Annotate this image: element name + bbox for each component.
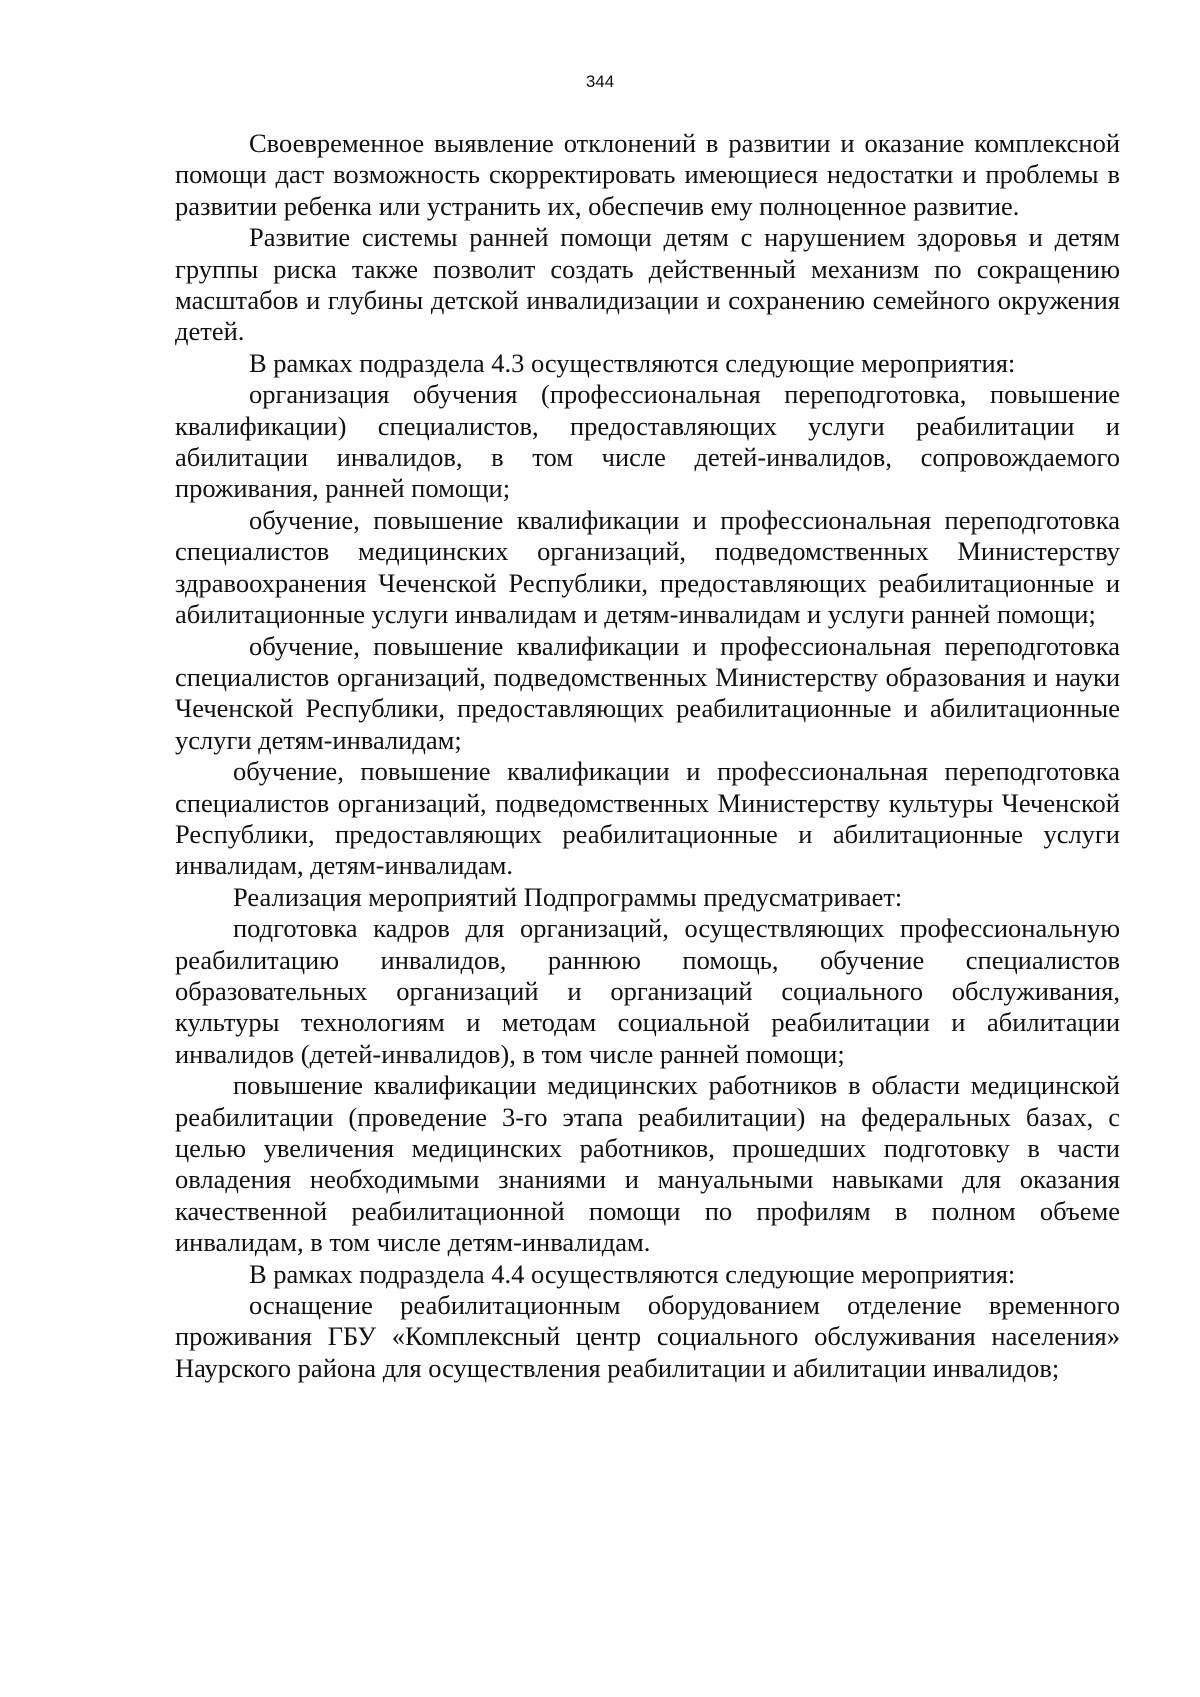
page-number: 344 xyxy=(585,72,615,91)
paragraph-early-detection: Своевременное выявление отклонений в развитии и оказание комплексной помощи даст возможность скорректировать имеющиеся недостатки и проблемы в развитии ребенка или устранить их, обеспечив ему полноценное развитие. xyxy=(175,128,1120,221)
paragraph-subsection-4-4-intro: В рамках подраздела 4.4 осуществляются следующие мероприятия: xyxy=(249,1258,1016,1289)
list-item-training-culture: обучение, повышение квалификации и профессиональная переподготовка специалистов организаций, подведомственных Министерству культуры Чеченской Республики, предоставляющих реабилитационные и абилитационные услуги инвалидам, детям-инвалидам. xyxy=(175,756,1120,881)
list-item-training-education: обучение, повышение квалификации и профессиональная переподготовка специалистов организаций, подведомственных Министерству образования и науки Чеченской Республики, предоставляющих реабилитационные и абилитационные услуги детям-инвалидам; xyxy=(175,630,1120,755)
list-item-medical-qualification: повышение квалификации медицинских работников в области медицинской реабилитации (проведение 3-го этапа реабилитации) на федеральных базах, с целью увеличения медицинских работников, прошедших подготовку в части овладения необходимыми знаниями и мануальными навыками для оказания качественной реабилитационной помощи по профилям в полном объеме инвалидам, в том числе детям-инвалидам. xyxy=(175,1070,1120,1258)
list-item-training-medical: обучение, повышение квалификации и профессиональная переподготовка специалистов медицинских организаций, подведомственных Министерству здравоохранения Чеченской Республики, предоставляющих реабилитационные и абилитационные услуги инвалидам и детям-инвалидам и услуги ранней помощи; xyxy=(175,504,1120,630)
list-item-training-organization: организация обучения (профессиональная переподготовка, повышение квалификации) специалистов, предоставляющих услуги реабилитации и абилитации инвалидов, в том числе детей-инвалидов, сопровождаемого проживания, ранней помощи; xyxy=(175,379,1120,504)
paragraph-early-help-system: Развитие системы ранней помощи детям с нарушением здоровья и детям группы риска также позволит создать действенный механизм по сокращению масштабов и глубины детской инвалидизации и сохранению семейного окружения детей. xyxy=(175,222,1120,347)
list-item-equipment: оснащение реабилитационным оборудованием отделение временного проживания ГБУ «Комплексный центр социального обслуживания населения» Наурского района для осуществления реабилитации и абилитации инвалидов; xyxy=(175,1290,1120,1383)
list-item-staff-preparation: подготовка кадров для организаций, осуществляющих профессиональную реабилитацию инвалидов, раннюю помощь, обучение специалистов образовательных организаций и организаций социального обслуживания, культуры технологиям и методам социальной реабилитации и абилитации инвалидов (детей-инвалидов), в том числе ранней помощи; xyxy=(175,913,1120,1069)
document-body xyxy=(175,128,1120,1384)
paragraph-subsection-4-3-intro: В рамках подраздела 4.3 осуществляются следующие мероприятия: xyxy=(249,347,1016,378)
paragraph-subprogram-intro: Реализация мероприятий Подпрограммы предусматривает: xyxy=(233,881,903,912)
